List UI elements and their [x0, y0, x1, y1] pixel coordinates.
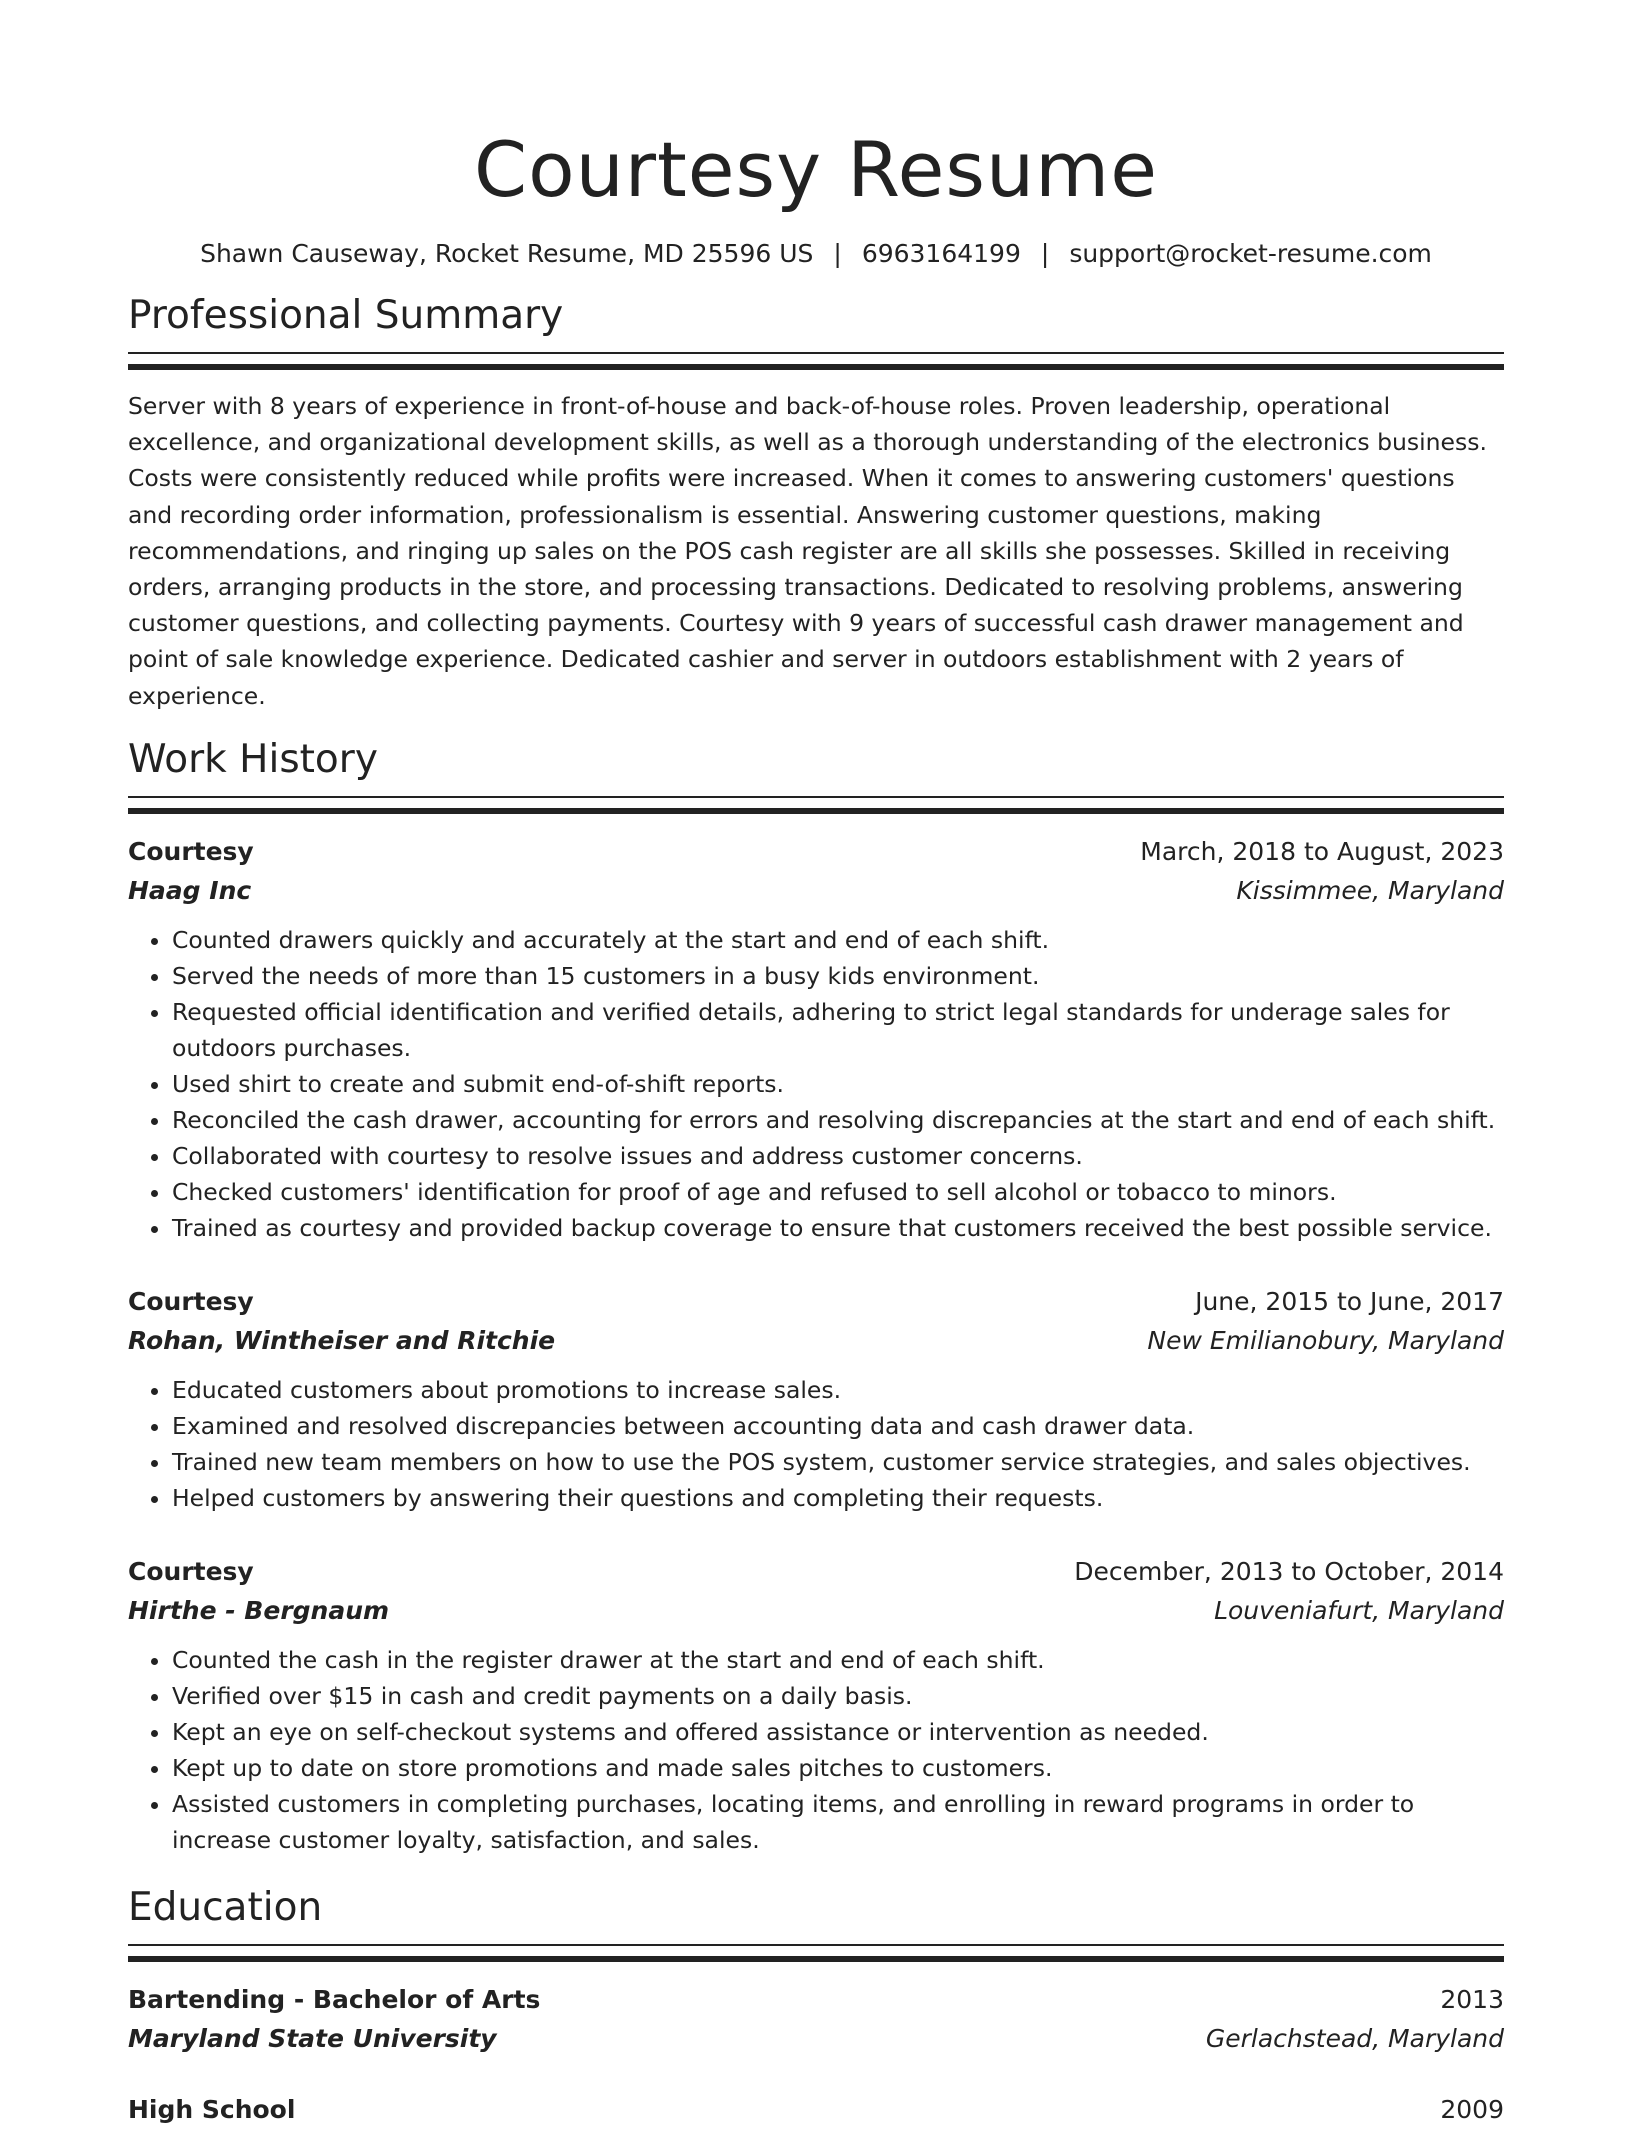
contact-separator: | — [833, 239, 842, 268]
section-divider — [128, 796, 1504, 814]
job-title: Courtesy — [128, 836, 254, 866]
section-divider — [128, 1944, 1504, 1962]
job-bullet: • Used shirt to create and submit end-of-shift reports. — [172, 1066, 1504, 1102]
job-company: Haag Inc — [128, 875, 252, 905]
education-header-row — [128, 1980, 1504, 2019]
job-title: Courtesy — [128, 1556, 254, 1586]
section-heading-work-history: Work History — [128, 736, 378, 782]
job-location: New Emilianobury, Maryland — [1147, 1325, 1504, 1355]
job-bullet: • Checked customers' identification for proof of age and refused to sell alcohol or tobacco to minors. — [172, 1174, 1504, 1210]
job-bullet: • Requested official identification and verified details, adhering to strict legal standards for underage sales for outdoors purchases. — [172, 994, 1504, 1066]
job-bullet: • Reconciled the cash drawer, accounting for errors and resolving discrepancies at the start and end of each shift. — [172, 1102, 1504, 1138]
job-company: Rohan, Wintheiser and Ritchie — [128, 1325, 556, 1355]
job-company-row — [128, 1591, 1504, 1630]
contact-line — [128, 238, 1504, 270]
contact-email: support@rocket-resume.com — [1069, 239, 1432, 268]
job-dates: June, 2015 to June, 2017 — [1195, 1286, 1504, 1316]
job-entry — [128, 832, 1504, 1246]
job-header-row — [128, 1282, 1504, 1321]
job-location: Kissimmee, Maryland — [1236, 875, 1504, 905]
job-header-row — [128, 832, 1504, 871]
job-company: Hirthe - Bergnaum — [128, 1595, 390, 1625]
education-header-row — [128, 2090, 1504, 2129]
education-entry — [128, 2090, 1504, 2129]
job-dates: March, 2018 to August, 2023 — [1140, 836, 1504, 866]
job-bullet: • Kept an eye on self-checkout systems and offered assistance or intervention as needed. — [172, 1714, 1504, 1750]
job-location: Louveniafurt, Maryland — [1214, 1595, 1504, 1625]
job-company-row — [128, 1321, 1504, 1360]
job-bullet: • Verified over $15 in cash and credit payments on a daily basis. — [172, 1678, 1504, 1714]
job-bullet: • Kept up to date on store promotions and made sales pitches to customers. — [172, 1750, 1504, 1786]
job-bullet-list — [128, 922, 1504, 1246]
job-bullet: • Helped customers by answering their questions and completing their requests. — [172, 1480, 1504, 1516]
section-heading-summary: Professional Summary — [128, 293, 564, 338]
job-bullet: • Collaborated with courtesy to resolve issues and address customer concerns. — [172, 1138, 1504, 1174]
resume-page — [128, 0, 1504, 2129]
job-bullet: • Examined and resolved discrepancies between accounting data and cash drawer data. — [172, 1408, 1504, 1444]
job-bullet: • Trained new team members on how to use the POS system, customer service strategies, and sales objectives. — [172, 1444, 1504, 1480]
education-entry — [128, 1980, 1504, 2058]
job-bullet: • Assisted customers in completing purchases, locating items, and enrolling in reward programs in order to increase customer loyalty, satisfaction, and sales. — [172, 1786, 1504, 1858]
education-year: 2013 — [1440, 1984, 1504, 2014]
education-location: Gerlachstead, Maryland — [1205, 2023, 1504, 2053]
education-school: Maryland State University — [128, 2023, 497, 2053]
section-divider — [128, 352, 1504, 370]
job-header-row — [128, 1552, 1504, 1591]
contact-separator: | — [1040, 239, 1050, 268]
education-school-row — [128, 2019, 1504, 2058]
contact-phone: 6963164199 — [861, 239, 1021, 268]
education-degree: Bartending - Bachelor of Arts — [128, 1984, 541, 2014]
job-bullet: • Trained as courtesy and provided backup coverage to ensure that customers received the best possible service. — [172, 1210, 1504, 1246]
summary-paragraph: Server with 8 years of experience in front-of-house and back-of-house roles. Proven leadership, operational excellence, and organizational development skills, as well as a thorough understanding of the electronics business. Costs were consistently reduced while profits were increased. When it comes to answering customers' questions and recording order information, professionalism is essential. Answering customer questions, making recommendations, and ringing up sales on the POS cash register are all skills she possesses. Skilled in receiving orders, arranging products in the store, and processing transactions. Dedicated to resolving problems, answering customer questions, and collecting payments. Courtesy with 9 years of successful cash drawer management and point of sale knowledge experience. Dedicated cashier and server in outdoors establishment with 2 years of experience. — [128, 392, 1487, 710]
contact-address: Shawn Causeway, Rocket Resume, MD 25596 US — [200, 239, 814, 268]
job-bullet: • Educated customers about promotions to increase sales. — [172, 1372, 1504, 1408]
job-entry — [128, 1552, 1504, 1858]
job-company-row — [128, 871, 1504, 910]
section-heading-education: Education — [128, 1884, 323, 1930]
education-degree: High School — [128, 2094, 296, 2124]
job-bullet: • Served the needs of more than 15 customers in a busy kids environment. — [172, 958, 1504, 994]
job-bullet-list — [128, 1642, 1504, 1858]
job-bullet: • Counted drawers quickly and accurately at the start and end of each shift. — [172, 922, 1504, 958]
job-title: Courtesy — [128, 1286, 254, 1316]
resume-name: Courtesy Resume — [474, 125, 1158, 214]
job-bullet-list — [128, 1372, 1504, 1516]
job-entry — [128, 1282, 1504, 1516]
education-year: 2009 — [1440, 2094, 1504, 2124]
job-bullet: • Counted the cash in the register drawer at the start and end of each shift. — [172, 1642, 1504, 1678]
job-dates: December, 2013 to October, 2014 — [1074, 1556, 1504, 1586]
